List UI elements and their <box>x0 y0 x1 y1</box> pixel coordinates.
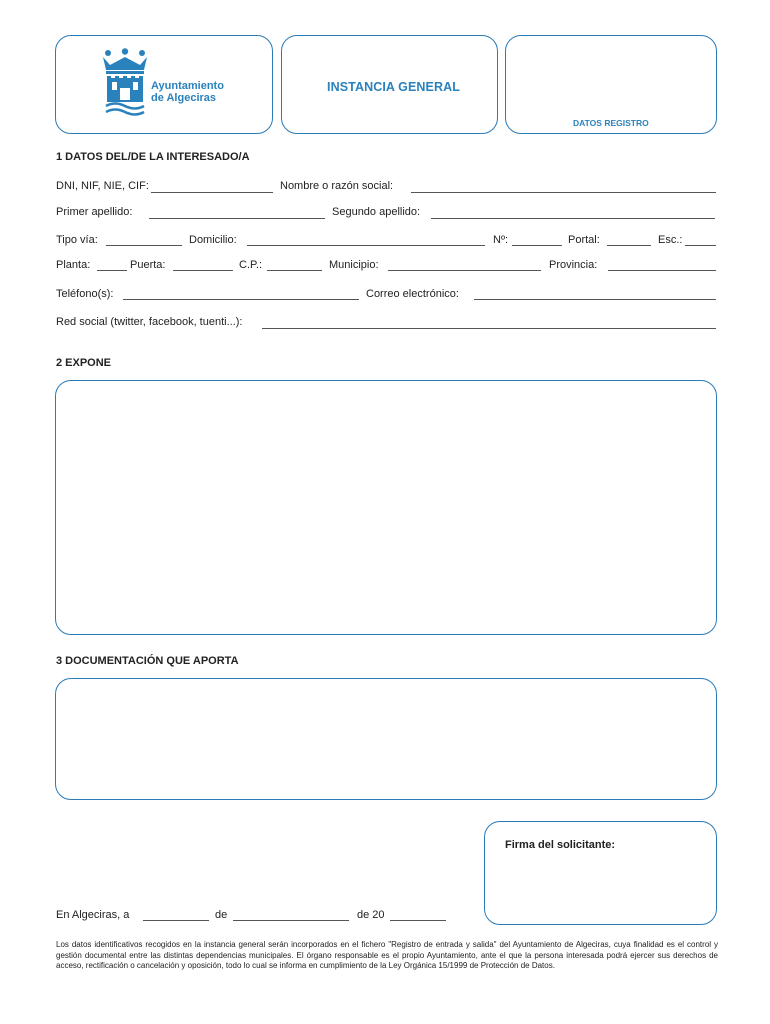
red-social-field[interactable] <box>262 328 716 329</box>
provincia-field[interactable] <box>608 270 716 271</box>
dni-label: DNI, NIF, NIE, CIF: <box>56 180 149 192</box>
day-field[interactable] <box>143 920 209 921</box>
apellido2-field[interactable] <box>431 218 715 219</box>
municipio-label: Municipio: <box>329 259 379 271</box>
esc-field[interactable] <box>685 245 716 246</box>
tipo-via-label: Tipo vía: <box>56 234 98 246</box>
de-label-1: de <box>215 909 228 921</box>
place-label: En Algeciras, a <box>56 909 130 921</box>
documentacion-textarea[interactable] <box>55 678 717 800</box>
nombre-field[interactable] <box>411 192 716 193</box>
correo-field[interactable] <box>474 299 716 300</box>
expone-textarea[interactable] <box>55 380 717 635</box>
month-field[interactable] <box>233 920 349 921</box>
apellido1-field[interactable] <box>149 218 325 219</box>
red-social-label: Red social (twitter, facebook, tuenti...): <box>56 316 243 328</box>
portal-label: Portal: <box>568 234 600 246</box>
puerta-label: Puerta: <box>130 259 166 271</box>
tipo-via-field[interactable] <box>106 245 182 246</box>
de-label-2: de 20 <box>357 909 385 921</box>
puerta-field[interactable] <box>173 270 233 271</box>
section-2-title: 2 EXPONE <box>56 357 112 369</box>
section-1-title: 1 DATOS DEL/DE LA INTERESADO/A <box>56 151 250 163</box>
cp-field[interactable] <box>267 270 322 271</box>
apellido2-label: Segundo apellido: <box>332 206 421 218</box>
planta-field[interactable] <box>97 270 127 271</box>
domicilio-label: Domicilio: <box>189 234 237 246</box>
form-title: INSTANCIA GENERAL <box>327 80 460 94</box>
numero-field[interactable] <box>512 245 562 246</box>
telefono-label: Teléfono(s): <box>56 288 114 300</box>
firma-label: Firma del solicitante: <box>505 839 616 851</box>
section-3-title: 3 DOCUMENTACIÓN QUE APORTA <box>56 655 239 667</box>
dni-field[interactable] <box>151 192 273 193</box>
legal-notice: Los datos identificativos recogidos en la instancia general serán incorporados en el fichero "Registro de entrada y salida" del Ayuntamiento de Algeciras, cuya finalidad es el control y gestión documental entre las distintas dependencias municipales. El órgano responsable es el propio Ayuntamiento, ante el que la persona interesada podrá ejercer sus derechos de acceso, rectificación o cancelación y oposición, todo lo cual se informa en cumplimiento de la Ley Orgánica 15/1999 de Protección de Datos. <box>56 940 718 970</box>
nombre-label: Nombre o razón social: <box>280 180 394 192</box>
numero-label: Nº: <box>493 234 509 246</box>
correo-label: Correo electrónico: <box>366 288 459 300</box>
esc-label: Esc.: <box>658 234 683 246</box>
registro-label: DATOS REGISTRO <box>573 118 649 128</box>
year-field[interactable] <box>390 920 446 921</box>
cp-label: C.P.: <box>239 259 263 271</box>
telefono-field[interactable] <box>123 299 359 300</box>
provincia-label: Provincia: <box>549 259 598 271</box>
domicilio-field[interactable] <box>247 245 485 246</box>
logo-line-1: Ayuntamiento <box>151 80 224 92</box>
firma-box[interactable] <box>484 821 717 925</box>
logo-line-2: de Algeciras <box>151 92 217 104</box>
castle-crown-icon <box>98 48 152 118</box>
planta-label: Planta: <box>56 259 91 271</box>
apellido1-label: Primer apellido: <box>56 206 133 218</box>
portal-field[interactable] <box>607 245 651 246</box>
municipio-field[interactable] <box>388 270 541 271</box>
